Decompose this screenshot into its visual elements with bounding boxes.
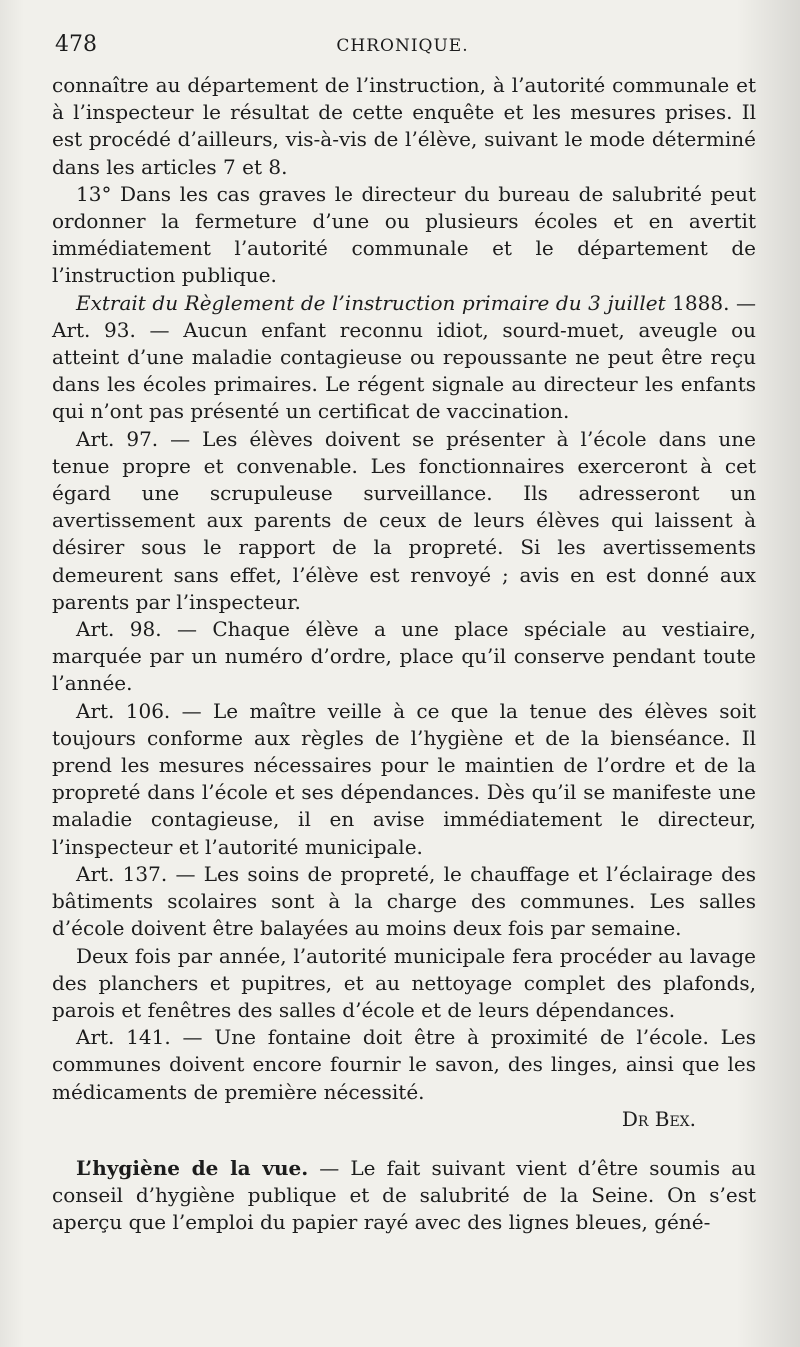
body-text: [52, 72, 756, 1237]
paragraph: [52, 1155, 756, 1237]
paragraph: Art. 98. — Chaque élève a une place spéciale au vestiaire, marquée par un numéro d’ordre, place qu’il conserve pendant toute l’année.: [52, 617, 756, 696]
paragraph: Art. 141. — Une fontaine doit être à proximité de l’école. Les communes doivent encore fournir le savon, des linges, ainsi que les médicaments de première nécessité.: [52, 1025, 756, 1104]
section-title: L’hygiène de la vue.: [76, 1155, 309, 1180]
paragraph: [52, 290, 756, 426]
page-number: 478: [55, 32, 97, 57]
paragraph: Art. 106. — Le maître veille à ce que la tenue des élèves soit toujours conforme aux règles de l’hygiène et de la bienséance. Il prend les mesures nécessaires pour le maintien de l’ordre et de la propreté dans l’école et ses dépendances. Dès qu’il se manifeste une maladie contagieuse, il en avise immédiatement le directeur, l’inspecteur et l’autorité municipale.: [52, 698, 756, 859]
signature: Dr Bex.: [621, 1106, 696, 1131]
paragraph-text: — Le fait suivant vient d’être soumis au conseil d’hygiène publique et de salubrité de la Seine. On s’est aperçu que l’emploi du papier rayé avec des lignes bleues, géné-: [52, 1155, 756, 1235]
signature-line: [52, 1106, 756, 1133]
paragraph: Deux fois par année, l’autorité municipale fera procéder au lavage des planchers et pupitres, et au nettoyage complet des plafonds, parois et fenêtres des salles d’école et de leurs dépendances.: [52, 943, 756, 1022]
extract-title: Extrait du Règlement de l’instruction primaire du 3 juillet: [76, 290, 666, 315]
paragraph: Art. 137. — Les soins de propreté, le chauffage et l’éclairage des bâtiments scolaires sont à la charge des communes. Les salles d’école doivent être balayées au moins deux fois par semaine.: [52, 861, 756, 941]
paragraph: 13° Dans les cas graves le directeur du bureau de salubrité peut ordonner la fermeture d’une ou plusieurs écoles et en avertit immédiatement l’autorité communale et le département de l’instruction publique.: [52, 181, 756, 288]
page-header: [55, 32, 750, 62]
paragraph: Art. 97. — Les élèves doivent se présenter à l’école dans une tenue propre et convenable. Les fonctionnaires exerceront à cet égard une scrupuleuse surveillance. Ils adresseront un avertissement aux parents de ceux de leurs élèves qui laissent à désirer sous le rapport de la propreté. Si les avertissements demeurent sans effet, l’élève est renvoyé ; avis en est donné aux parents par l’inspecteur.: [52, 426, 756, 614]
paragraph-text: 1888. — Art. 93. — Aucun enfant reconnu idiot, sourd-muet, aveugle ou atteint d’une maladie contagieuse ou repoussante ne peut être reçu dans les écoles primaires. Le régent signale au directeur les enfants qui n’ont pas présenté un certificat de vaccination.: [52, 290, 756, 424]
running-head: CHRONIQUE.: [336, 36, 469, 56]
paragraph: connaître au département de l’instruction, à l’autorité communale et à l’inspecteur le résultat de cette enquête et les mesures prises. Il est procédé d’ailleurs, vis-à-vis de l’élève, suivant le mode déterminé dans les articles 7 et 8.: [52, 73, 756, 179]
